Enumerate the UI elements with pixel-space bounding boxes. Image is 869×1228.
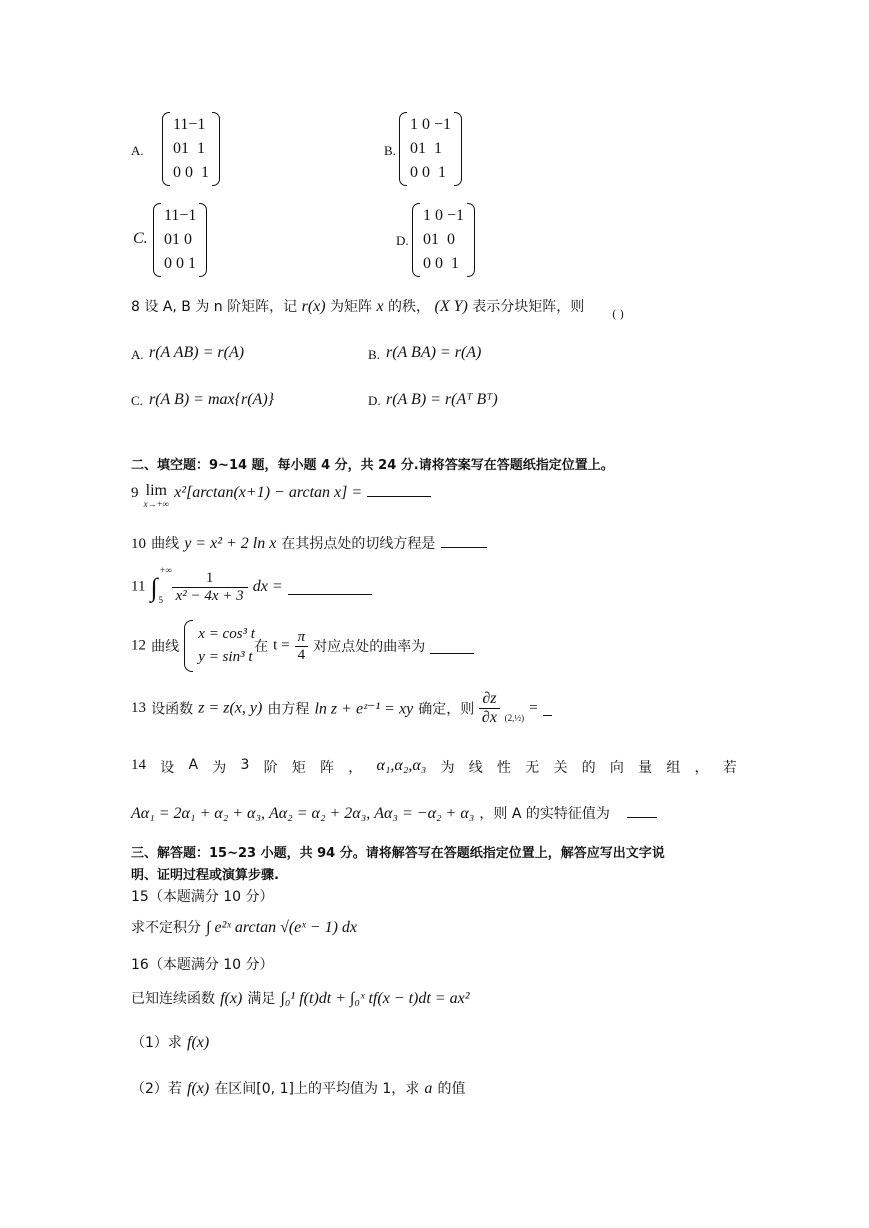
q14-word: 组 — [666, 760, 681, 776]
matrix-a — [162, 112, 220, 186]
q11-lower: 5 — [158, 595, 164, 605]
q13-num: 13 — [131, 700, 146, 716]
q16-text: 已知连续函数 — [131, 991, 215, 1007]
matrix-row: 0 0 1 — [410, 164, 446, 181]
q8-num: 8 — [131, 299, 140, 315]
matrix-c — [153, 203, 207, 277]
q11-upper: +∞ — [159, 565, 173, 575]
q14-word: 量 — [638, 760, 653, 776]
q11-num: 11 — [131, 578, 146, 595]
q14-word: 若 — [722, 760, 737, 776]
q14-text: ，则 A 的实特征值为 — [479, 806, 610, 822]
q9-limit — [144, 482, 169, 509]
q8-stem — [131, 296, 584, 316]
q16-part2-label: （2）若 — [131, 1081, 182, 1097]
q14-vectors: α₁,α₂,α₃ — [376, 757, 427, 774]
q8-option-b-label: B. — [368, 347, 380, 362]
q14-word: 的 — [581, 760, 596, 776]
q8-option-a-label: A. — [131, 347, 144, 362]
q14-word: ， — [348, 760, 363, 776]
section-3-heading-cont: 明、证明过程或演算步骤. — [131, 868, 279, 883]
q16-part1 — [131, 1032, 209, 1052]
q12-text: 在 — [254, 639, 269, 655]
q10-text: 在其拐点处的切线方程是 — [281, 536, 436, 552]
q15-body — [131, 917, 357, 937]
section-3-heading: 三、解答题：15~23 小题，共 94 分。请将解答写在答题纸指定位置上，解答应写出文字说 — [131, 846, 665, 861]
matrix-row: 0 0 1 — [164, 255, 196, 272]
q8-option-d-label: D. — [368, 393, 381, 408]
q11-denominator: x² − 4x + 3 — [175, 587, 244, 604]
q14-word: 无 — [525, 760, 540, 776]
q9-num: 9 — [131, 485, 139, 501]
q13-expr1: z = z(x, y) — [198, 699, 263, 717]
q12-line1: x = cos³ t — [198, 626, 255, 642]
q13-expr2: ln z + eᶻ⁻¹ = xy — [314, 700, 414, 718]
integral-sign: ∫ +∞ 5 — [150, 565, 173, 605]
q12-pi: π — [295, 629, 309, 647]
brace — [184, 620, 193, 672]
q16-part1-label: （1）求 — [131, 1035, 182, 1051]
q15-title: 15（本题满分 10 分） — [131, 889, 274, 905]
q16-part1-expr: f(x) — [187, 1034, 210, 1051]
q13-eq: = — [529, 700, 538, 716]
q15-text: 求不定积分 — [131, 920, 201, 936]
q16-part2 — [131, 1078, 466, 1098]
q13-eval-point: (2,½) — [504, 713, 525, 723]
q13-dx: ∂x — [481, 709, 497, 726]
q14-line1 — [131, 757, 737, 777]
q9-lim: lim — [145, 482, 167, 499]
q8-option-a: r(A AB) = r(A) — [149, 344, 245, 361]
q9-expr: x²[arctan(x+1) − arctan x] = — [174, 484, 363, 501]
q12-num: 12 — [131, 637, 146, 654]
q14-word: 阵 — [320, 760, 335, 776]
q16-expr: ∫₀¹ f(t)dt + ∫₀ˣ tf(x − t)dt = ax² — [280, 990, 470, 1007]
q10 — [131, 533, 487, 553]
answer-blank — [367, 482, 431, 497]
q14-word: ， — [694, 760, 709, 776]
q14-word: 线 — [468, 760, 483, 776]
q8-option-d: r(A B) = r(Aᵀ Bᵀ) — [386, 391, 498, 408]
q16-part2-a: a — [424, 1080, 433, 1097]
q12-fraction — [295, 629, 309, 664]
q13-text: 确定，则 — [418, 701, 475, 718]
q8-rx: r(x) — [301, 298, 326, 315]
q8-option-c: r(A B) = max{r(A)} — [149, 391, 275, 408]
q8-x: x — [376, 298, 384, 315]
q14-word: 性 — [497, 760, 512, 776]
q16-part2-text: 的值 — [437, 1081, 466, 1097]
q12-text: 对应点处的曲率为 — [313, 639, 426, 655]
q14-line2 — [131, 803, 657, 823]
q12-text: 曲线 — [151, 639, 180, 655]
q13 — [131, 690, 552, 727]
q9-lim-sub: x→+∞ — [143, 499, 170, 509]
matrix-row: 11−1 — [173, 116, 206, 133]
q16-fx: f(x) — [220, 990, 243, 1007]
section-2-heading: 二、填空题：9~14 题，每小题 4 分，共 24 分.请将答案写在答题纸指定位置上。 — [131, 458, 614, 473]
q16-body — [131, 988, 470, 1008]
q16-text: 满足 — [247, 991, 276, 1007]
q14-word: 3 — [240, 757, 250, 773]
q8-answer-paren: ( ) — [612, 308, 625, 321]
q13-dz: ∂z — [479, 690, 499, 709]
q10-text: 曲线 — [151, 536, 180, 552]
q14-word: A — [188, 757, 199, 773]
q13-text: 设函数 — [151, 701, 194, 718]
q14-word: 向 — [609, 760, 624, 776]
matrix-row: 1 0 −1 — [410, 116, 452, 133]
q14-word: 为 — [212, 760, 227, 776]
q11-numerator: 1 — [172, 570, 248, 588]
q14-word: 关 — [553, 760, 568, 776]
q11-dx: dx = — [252, 578, 283, 595]
q8-text: 设 A, B 为 n 阶矩阵，记 — [144, 299, 298, 315]
q8-text: 为矩阵 — [330, 299, 373, 315]
q14-word: 矩 — [291, 760, 306, 776]
option-d-label: D. — [396, 233, 409, 248]
answer-blank — [288, 580, 372, 595]
matrix-row: 0 0 1 — [423, 255, 459, 272]
answer-blank — [543, 701, 552, 716]
q12-four: 4 — [297, 646, 306, 663]
option-c-label: C. — [133, 230, 148, 247]
q14-word: 设 — [160, 760, 175, 776]
q10-expr: y = x² + 2 ln x — [184, 535, 277, 552]
matrix-row: 1 0 −1 — [423, 207, 465, 224]
matrix-row: 0 0 1 — [173, 164, 209, 181]
q12-teq: t = — [273, 637, 290, 654]
q13-derivative — [479, 690, 499, 727]
q16-part2-text: 在区间[0, 1]上的平均值为 1，求 — [214, 1081, 420, 1097]
q8-option-b: r(A BA) = r(A) — [386, 344, 482, 361]
q9 — [131, 482, 431, 509]
q11-fraction — [172, 570, 248, 605]
matrix-row: 01 1 — [173, 140, 205, 157]
q12 — [131, 620, 474, 672]
q11 — [131, 567, 372, 607]
q14-word: 阶 — [263, 760, 278, 776]
q16-title: 16（本题满分 10 分） — [131, 957, 274, 973]
option-a-label: A. — [131, 143, 144, 158]
answer-blank — [441, 533, 487, 548]
q12-param — [198, 626, 255, 666]
q13-text: 由方程 — [267, 701, 310, 718]
matrix-row: 01 1 — [410, 140, 442, 157]
matrix-row: 01 0 — [164, 231, 192, 248]
q8-xy: (X Y) — [434, 298, 468, 315]
q14-expr: Aα₁ = 2α₁ + α₂ + α₃, Aα₂ = α₂ + 2α₃, Aα₃ = −α₂ + α₃ — [131, 805, 475, 822]
matrix-row: 11−1 — [164, 207, 197, 224]
q14-word: 为 — [440, 760, 455, 776]
matrix-b — [399, 112, 462, 186]
q14-word: 14 — [131, 757, 146, 773]
q10-num: 10 — [131, 536, 146, 552]
q8-option-c-label: C. — [131, 393, 143, 408]
q8-text: 表示分块矩阵，则 — [472, 299, 585, 315]
option-b-label: B. — [384, 143, 396, 158]
q8-text: 的秩， — [388, 299, 431, 315]
matrix-row: 01 0 — [423, 231, 455, 248]
q16-part2-fx: f(x) — [187, 1080, 210, 1097]
answer-blank — [627, 803, 657, 818]
matrix-d — [412, 203, 475, 277]
answer-blank — [430, 639, 474, 654]
q12-line2: y = sin³ t — [198, 649, 253, 665]
q15-expr: ∫ e²ˣ arctan √(eˣ − 1) dx — [206, 919, 358, 936]
